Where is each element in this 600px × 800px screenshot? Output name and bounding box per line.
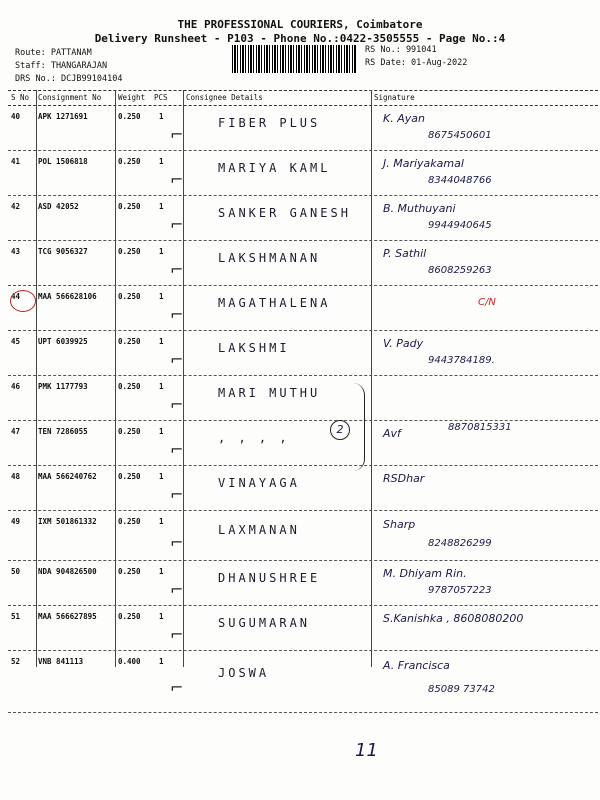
weight-cell: 0.250	[118, 567, 141, 576]
table-row	[8, 105, 598, 151]
consignee-name: MARIYA KAML	[218, 161, 331, 176]
weight-cell: 0.250	[118, 157, 141, 166]
pcs-cell: 1	[159, 517, 164, 526]
table-row	[8, 605, 598, 651]
pcs-cell: 1	[159, 427, 164, 436]
consignee-name: VINAYAGA	[218, 476, 300, 491]
consignment-cell: UPT 6039925	[38, 337, 88, 346]
consignment-cell: MAA 566628106	[38, 292, 97, 301]
tick-mark: ⌐	[170, 440, 184, 460]
signature-text: V. Pady	[383, 336, 424, 350]
company-title: THE PROFESSIONAL COURIERS, Coimbatore	[177, 18, 423, 31]
col-signature: Signature	[374, 93, 415, 102]
weight-cell: 0.250	[118, 612, 141, 621]
pcs-cell: 1	[159, 157, 164, 166]
signature-text: A. Francisca	[383, 659, 450, 673]
signature-text: K. Ayan	[383, 111, 425, 125]
col-sno: S No	[11, 93, 30, 102]
sno-cell: 51	[11, 612, 21, 621]
tick-mark: ⌐	[170, 170, 184, 190]
consignment-cell: MAA 566627895	[38, 612, 97, 621]
consignment-cell: PMK 1177793	[38, 382, 88, 391]
table-row	[8, 560, 598, 606]
consignment-cell: NDA 904826500	[38, 567, 97, 576]
route-label: Route: PATTANAM	[15, 48, 92, 58]
tick-mark: ⌐	[170, 532, 184, 552]
table-row	[8, 465, 598, 511]
table-row	[8, 240, 598, 286]
consignment-cell: POL 1506818	[38, 157, 88, 166]
consignee-name: JOSWA	[218, 665, 270, 680]
consignment-cell: VNB 841113	[38, 657, 84, 666]
signature-phone: 8608259263	[428, 264, 492, 276]
consignment-cell: TCG 9056327	[38, 247, 88, 256]
signature-phone: 9944940645	[428, 219, 492, 231]
sno-cell: 47	[11, 427, 21, 436]
tick-mark: ⌐	[170, 350, 184, 370]
weight-cell: 0.250	[118, 337, 141, 346]
drs-label: DRS No.: DCJB99104104	[15, 74, 123, 84]
weight-cell: 0.250	[118, 427, 141, 436]
consignee-name: DHANUSHREE	[218, 571, 321, 586]
signature-text: J. Mariyakamal	[383, 156, 464, 170]
signature-phone: 8675450601	[428, 129, 492, 141]
weight-cell: 0.250	[118, 517, 141, 526]
consignee-name: MARI MUTHU	[218, 386, 321, 401]
signature-phone: 8870815331	[448, 422, 512, 433]
consignee-name: LAKSHMANAN	[218, 251, 321, 266]
rs-number: RS No.: 991041	[365, 45, 437, 55]
consignee-name: FIBER PLUS	[218, 116, 321, 131]
signature-text: B. Muthuyani	[383, 201, 456, 215]
weight-cell: 0.250	[118, 112, 141, 121]
sno-cell: 43	[11, 247, 21, 256]
weight-cell: 0.250	[118, 292, 141, 301]
barcode	[232, 45, 356, 73]
col-weight: Weight	[118, 93, 146, 102]
consignee-name: , , , ,	[218, 431, 290, 446]
table-header	[8, 90, 598, 106]
signature-text: M. Dhiyam Rin.	[383, 566, 467, 580]
pcs-cell: 1	[159, 472, 164, 481]
consignment-cell: IXM 501861332	[38, 517, 97, 526]
table-row	[8, 510, 598, 561]
table-row	[8, 420, 598, 466]
signature-phone: C/N	[478, 297, 496, 308]
signature-text: Avf	[383, 426, 401, 440]
sno-cell: 49	[11, 517, 21, 526]
bracket-note: 2	[330, 420, 350, 440]
sno-cell: 52	[11, 657, 21, 666]
col-pcs: PCS	[154, 93, 168, 102]
sno-cell: 42	[11, 202, 21, 211]
sno-cell: 48	[11, 472, 21, 481]
signature-phone: 9787057223	[428, 584, 492, 596]
table-row	[8, 650, 598, 713]
tick-mark: ⌐	[170, 395, 184, 415]
consignee-name: LAKSHMI	[218, 341, 290, 356]
tick-mark: ⌐	[170, 215, 184, 235]
pcs-cell: 1	[159, 567, 164, 576]
pcs-cell: 1	[159, 657, 164, 666]
signature-text: S.Kanishka , 8608080200	[383, 611, 524, 625]
tick-mark: ⌐	[170, 125, 184, 145]
bracket-mark	[352, 383, 365, 471]
staff-label: Staff: THANGARAJAN	[15, 61, 108, 71]
consignee-name: SANKER GANESH	[218, 206, 351, 221]
sno-cell: 40	[11, 112, 21, 121]
tick-mark: ⌐	[170, 677, 184, 697]
consignee-name: LAXMANAN	[218, 522, 300, 537]
pcs-cell: 1	[159, 247, 164, 256]
weight-cell: 0.250	[118, 382, 141, 391]
pcs-cell: 1	[159, 612, 164, 621]
tick-mark: ⌐	[170, 260, 184, 280]
table-row	[8, 285, 598, 331]
sno-cell: 46	[11, 382, 21, 391]
weight-cell: 0.250	[118, 472, 141, 481]
sno-cell: 50	[11, 567, 21, 576]
page-mark: 11	[355, 740, 378, 761]
pcs-cell: 1	[159, 337, 164, 346]
tick-mark: ⌐	[170, 485, 184, 505]
consignment-cell: TEN 7286055	[38, 427, 88, 436]
tick-mark: ⌐	[170, 625, 184, 645]
weight-cell: 0.400	[118, 657, 141, 666]
table-row	[8, 330, 598, 376]
consignee-name: MAGATHALENA	[218, 296, 331, 311]
weight-cell: 0.250	[118, 247, 141, 256]
col-consignment: Consignment No	[38, 93, 102, 102]
runsheet-title: Delivery Runsheet - P103 - Phone No.:0422-3505555 - Page No.:4	[94, 32, 506, 45]
signature-text: P. Sathil	[383, 246, 427, 260]
consignment-cell: APK 1271691	[38, 112, 88, 121]
pcs-cell: 1	[159, 292, 164, 301]
sno-cell: 41	[11, 157, 21, 166]
signature-phone: 9443784189.	[428, 354, 495, 366]
signature-text: Sharp	[383, 517, 416, 531]
rs-date: RS Date: 01-Aug-2022	[365, 58, 468, 68]
table-row	[8, 150, 598, 196]
tick-mark: ⌐	[170, 580, 184, 600]
sno-cell: 44	[11, 292, 21, 301]
circle-mark	[10, 290, 36, 312]
tick-mark: ⌐	[170, 305, 184, 325]
consignee-name: SUGUMARAN	[218, 616, 311, 631]
signature-phone: 8248826299	[428, 537, 492, 549]
signature-phone: 8344048766	[428, 174, 492, 186]
pcs-cell: 1	[159, 382, 164, 391]
pcs-cell: 1	[159, 202, 164, 211]
table-row	[8, 375, 598, 421]
table-row	[8, 195, 598, 241]
consignment-cell: ASD 42052	[38, 202, 79, 211]
weight-cell: 0.250	[118, 202, 141, 211]
consignment-cell: MAA 566240762	[38, 472, 97, 481]
col-consignee: Consignee Details	[186, 93, 263, 102]
signature-phone: 85089 73742	[428, 684, 495, 696]
signature-text: RSDhar	[383, 471, 425, 485]
sno-cell: 45	[11, 337, 21, 346]
pcs-cell: 1	[159, 112, 164, 121]
